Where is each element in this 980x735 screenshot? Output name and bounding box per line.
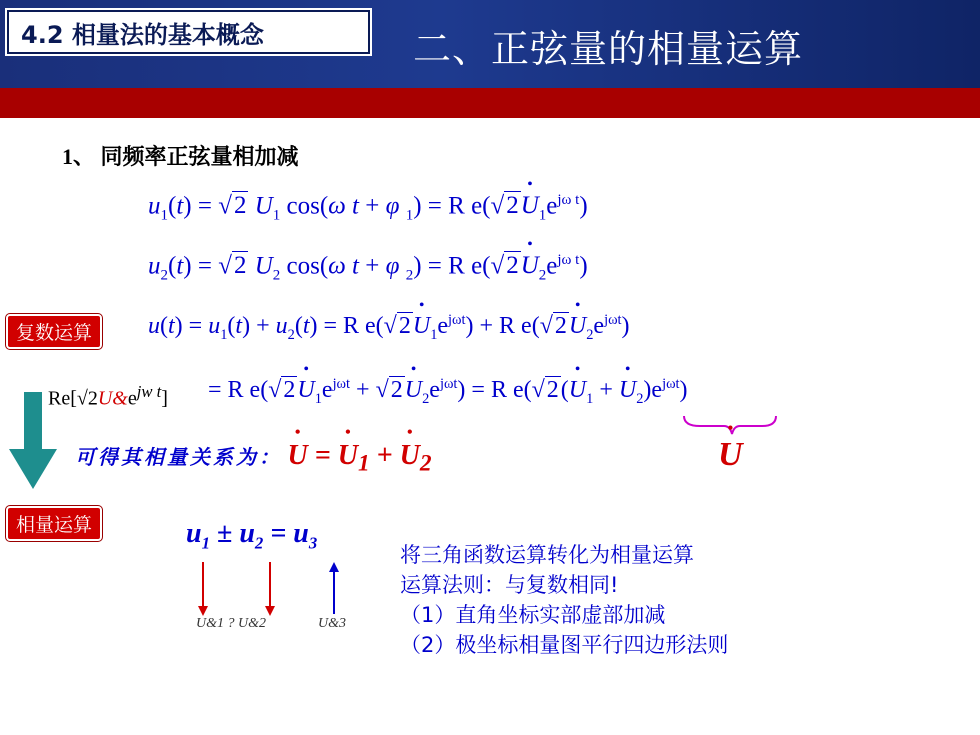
re-expression: $Re[√2U\&e^{jw t}]$ <box>48 382 168 410</box>
note-line: 运算法则：与复数相同! <box>400 573 619 597</box>
phasor-operation-badge: 相量运算 <box>6 506 102 541</box>
formula-combined: = R e(√2• $U_1e^{j\omega t}$ + √2• $U_2e^{j\omega t}) = R$ e(√2(• $U_1$ + • $U_2)e^{j\omega t}$) <box>208 376 688 408</box>
down-arrow-icon <box>9 449 57 489</box>
formula-u-sum: $u(t) = u_1(t) + u_2(t) = R$ e(√2• $U_1e^{j\omega t}) + R$ e(√2• $U_2e^{j\omega t}$) <box>148 312 630 344</box>
instant-equation: $u_1 \pm u_2 = u_3$ <box>186 518 318 553</box>
formula-u2: $u_2(t) = √2$ $U_2$ cos(ω t + φ $_2$) = R e(√2• $U_2e^{j\omega t}$) <box>148 252 588 284</box>
phasor-relation: 可得其相量关系为： • U = • $U_1$ + • $U_2$ <box>75 440 431 478</box>
note-line: （2）极坐标相量图平行四边形法则 <box>400 633 729 657</box>
subtitle: 1、 同频率正弦量相加减 <box>62 144 299 169</box>
header-band <box>0 88 980 118</box>
note-line: 将三角函数运算转化为相量运算 <box>400 543 694 567</box>
down-arrow-shaft <box>24 392 42 450</box>
section-label: 4.2 相量法的基本概念 <box>7 10 370 54</box>
phasor-terms-left: U&1 ? U&2 <box>196 616 266 631</box>
brace-phasor-label: • U <box>718 436 743 474</box>
mapping-arrows <box>180 556 360 620</box>
slide-title: 二、正弦量的相量运算 <box>413 27 804 71</box>
note-line: （1）直角坐标实部虚部加减 <box>400 603 666 627</box>
phasor-term-right: U&3 <box>318 616 346 631</box>
notes-block <box>400 540 728 660</box>
complex-operation-badge: 复数运算 <box>6 314 102 349</box>
formula-u1: $u_1(t) = √2$ $U_1$ cos(ω t + φ $_1$) = R e(√2• $U_1e^{j\omega t}$) <box>148 192 588 224</box>
